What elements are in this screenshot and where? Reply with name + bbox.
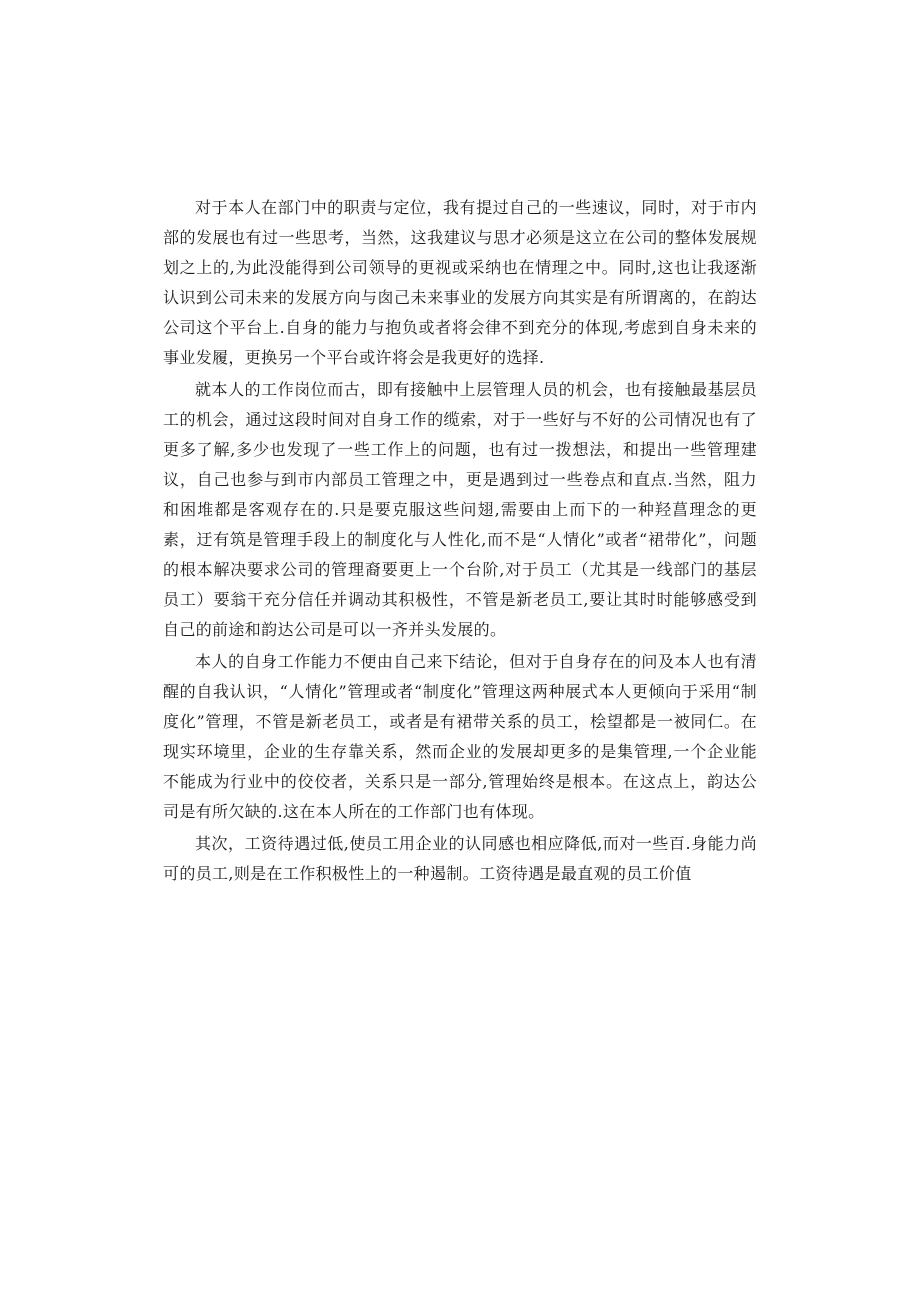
paragraph-1: 对于本人在部门中的职责与定位，我有提过自己的一些速议，同时，对于市内部的发展也有过一些思考，当然，这我建议与思才必须是这立在公司的整体发展规划之上的,为此没能得到公司领导的更视或采纳也在情理之中。同时,这也让我逐渐认识到公司未来的发展方向与囱己未来事业的发展方向其实是有所谓离的，在韵达公司这个平台上.自身的能力与抱负或者将会律不到充分的体现,考虑到自身未来的事业发履，更换另一个平台或许将会是我更好的选择. [163, 198, 757, 367]
document-body [163, 193, 757, 891]
paragraph-4: 其次，工资待遇过低,使员工用企业的认同感也相应降低,而对一些百.身能力尚可的员工,则是在工作积极性上的一种遏制。工资待遇是最直观的员工价值 [163, 834, 757, 883]
paragraph-2: 就本人的工作岗位而古，即有接触中上层管理人员的机会，也有接触最基层员工的机会，通过这段时间对自身工作的缆索，对于一些好与不好的公司情况也有了更多了解,多少也发现了一些工作上的问题，也有过一拨想法，和提出一些管理建议，自己也参与到市内部员工管理之中，更是遇到过一些卷点和直点.当然，阻力和困堆都是客观存在的.只是要克服这些问翅,需要由上而下的一种羟菖理念的更素，迂有筑是管理手段上的制度化与人性化,而不是“人情化”或者“裙带化”，问题的根本解决要求公司的管理裔要更上一个台阶,对于员工（尤其是一线部门的基层员工）要翁干充分信任并调动其积极性，不管是新老员工,要让其时时能够感受到自己的前途和韵达公司是可以一齐并头发展的。 [163, 380, 757, 639]
paragraph-3: 本人的自身工作能力不便由自己来下结论，但对于自身存在的问及本人也有清醒的自我认识，“人情化”管理或者“制度化”管理这两种展式本人更倾向于采用“制度化”管理，不管是新老员工，或者是有裙带关系的员工，桧望都是一被同仁。在现实环境里，企业的生存靠关系，然而企业的发展却更多的是集管理,一个企业能不能成为行业中的佼佼者，关系只是一部分,管理始终是根本。在这点上，韵达公司是有所欠缺的.这在本人所在的工作部门也有体现。 [163, 652, 757, 821]
